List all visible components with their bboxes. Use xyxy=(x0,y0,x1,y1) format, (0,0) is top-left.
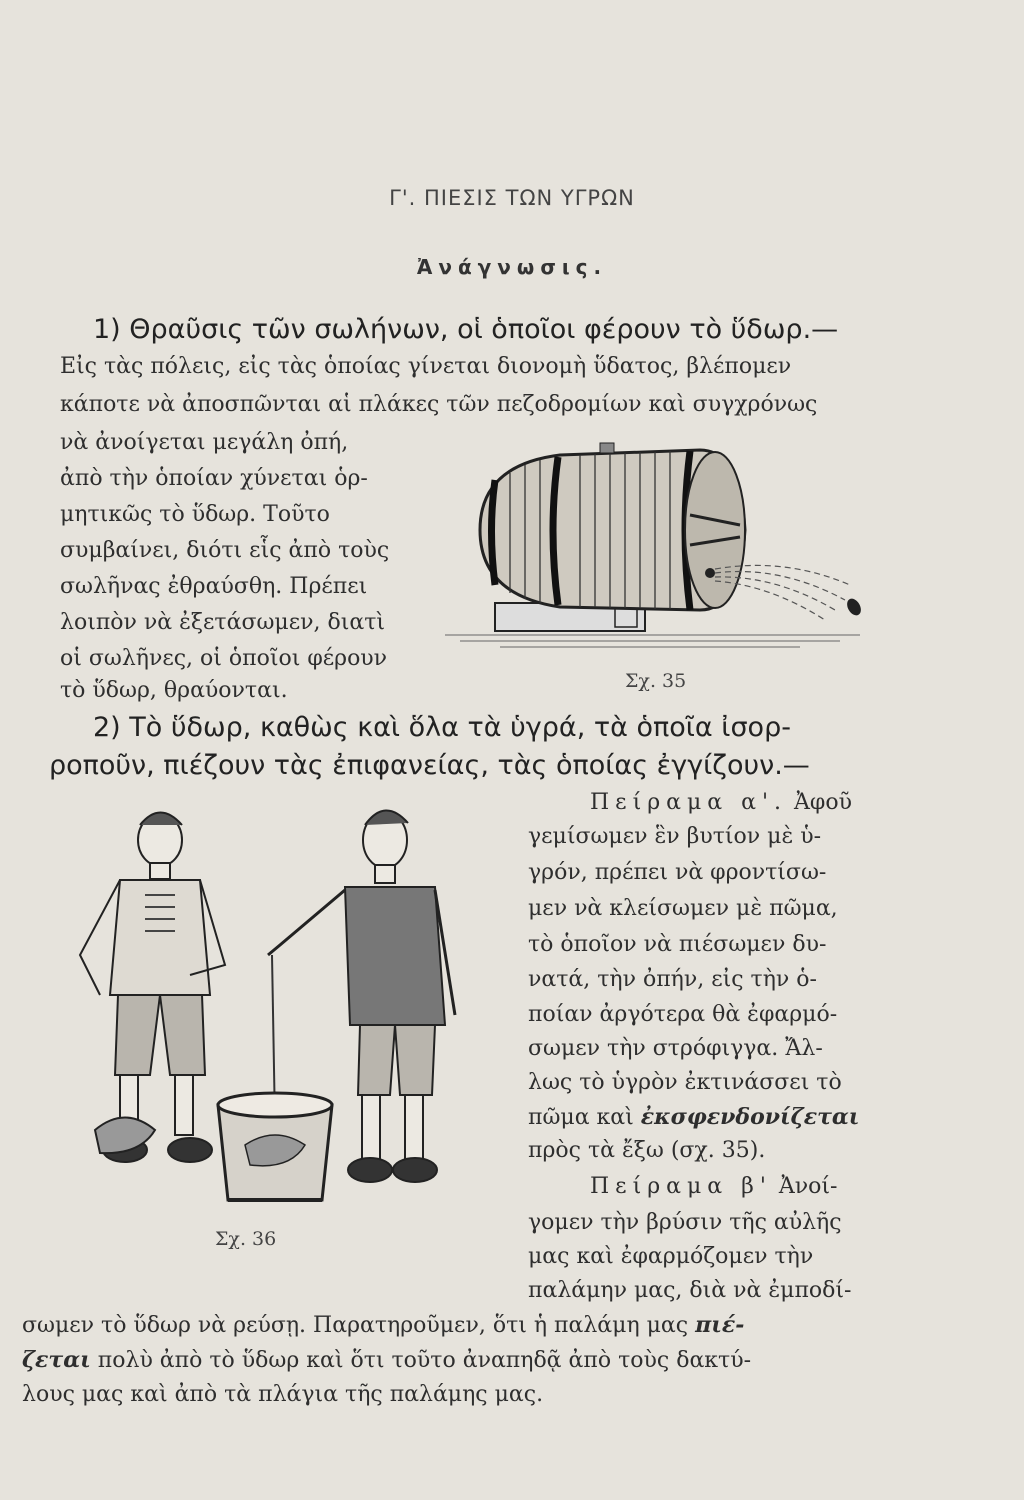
text-line: συμβαίνει, διότι εἷς ἀπὸ τοὺς xyxy=(60,538,390,563)
text-line: σωλῆνας ἐθραύσθη. Πρέπει xyxy=(60,574,368,599)
chapter-title: Γ'. ΠΙΕΣΙΣ ΤΩΝ ΥΓΡΩΝ xyxy=(389,186,635,210)
experiment-2-first-line xyxy=(590,1174,837,1199)
text-line xyxy=(22,1312,744,1338)
text-line: γομεν τὴν βρύσιν τῆς αὐλῆς xyxy=(528,1210,842,1235)
text-line: μεν νὰ κλείσωμεν μὲ πῶμα, xyxy=(528,896,838,921)
text-line: τὸ ὕδωρ, θραύονται. xyxy=(60,678,288,703)
text-line: Εἰς τὰς πόλεις, εἰς τὰς ὁποίας γίνεται διονομὴ ὕδατος, βλέπομεν xyxy=(60,354,792,379)
section-title: Ἀνάγνωσις. xyxy=(416,255,608,279)
text-fragment: πῶμα καὶ xyxy=(528,1105,641,1130)
paragraph-2-line-1: 2) Τὸ ὕδωρ, καθὼς καὶ ὅλα τὰ ὑγρά, τὰ ὁποῖα ἰσορ- xyxy=(93,712,791,743)
figure-35-caption: Σχ. 35 xyxy=(625,670,687,692)
text-line: σωμεν τὴν στρόφιγγα. Ἄλ- xyxy=(528,1036,823,1061)
text-line: λως τὸ ὑγρὸν ἐκτινάσσει τὸ xyxy=(528,1070,842,1095)
emphasized-term: ζεται xyxy=(22,1347,91,1373)
text-fragment: Ἀνοί- xyxy=(771,1174,838,1199)
text-line: γεμίσωμεν ἓν βυτίον μὲ ὑ- xyxy=(528,824,822,849)
text-line: γρόν, πρέπει νὰ φροντίσω- xyxy=(528,860,827,885)
barrel-icon xyxy=(440,435,880,675)
text-line: τὸ ὁποῖον νὰ πιέσωμεν δυ- xyxy=(528,932,827,957)
boys-bucket-icon xyxy=(40,795,480,1225)
text-line: λους μας καὶ ἀπὸ τὰ πλάγια τῆς παλάμης μας. xyxy=(22,1382,544,1407)
text-line xyxy=(528,1104,859,1130)
emphasized-term: πιέ- xyxy=(695,1312,745,1338)
text-line: λοιπὸν νὰ ἐξετάσωμεν, διατὶ xyxy=(60,610,385,635)
text-fragment: πολὺ ἀπὸ τὸ ὕδωρ καὶ ὅτι τοῦτο ἀναπηδᾷ ἀπὸ τοὺς δακτύ- xyxy=(90,1348,752,1373)
text-line: μας καὶ ἐφαρμόζομεν τὴν xyxy=(528,1244,814,1269)
emphasized-term: ἐκσφενδονίζεται xyxy=(640,1104,860,1130)
figure-36-caption: Σχ. 36 xyxy=(215,1228,277,1250)
text-line: νατά, τὴν ὀπήν, εἰς τὴν ὁ- xyxy=(528,967,817,992)
text-line xyxy=(22,1347,751,1373)
text-line: ποίαν ἀργότερα θὰ ἐφαρμό- xyxy=(528,1002,838,1027)
experiment-1-label: Πείραμα α'. xyxy=(590,790,788,815)
text-line: οἱ σωλῆνες, οἱ ὁποῖοι φέρουν xyxy=(60,646,388,671)
text-line: νὰ ἀνοίγεται μεγάλη ὀπή, xyxy=(60,430,349,455)
text-line: κάποτε νὰ ἀποσπῶνται αἱ πλάκες τῶν πεζοδρομίων καὶ συγχρόνως xyxy=(60,392,818,417)
paragraph-1-heading: 1) Θραῦσις τῶν σωλήνων, οἱ ὁποῖοι φέρουν τὸ ὕδωρ.— xyxy=(93,314,839,345)
text-line: ἀπὸ τὴν ὁποίαν χύνεται ὁρ- xyxy=(60,466,368,491)
text-line: μητικῶς τὸ ὕδωρ. Τοῦτο xyxy=(60,502,330,527)
text-line: παλάμην μας, διὰ νὰ ἐμποδί- xyxy=(528,1278,852,1303)
paragraph-2-line-2: ροποῦν, πιέζουν τὰς ἐπιφανείας, τὰς ὁποίας ἐγγίζουν.— xyxy=(49,750,810,781)
text-line: πρὸς τὰ ἔξω (σχ. 35). xyxy=(528,1138,766,1163)
text-fragment: Ἀφοῦ xyxy=(787,790,852,815)
experiment-1-first-line xyxy=(590,790,852,815)
text-fragment: σωμεν τὸ ὕδωρ νὰ ρεύσῃ. Παρατηροῦμεν, ὅτι ἡ παλάμη μας xyxy=(22,1313,696,1338)
experiment-2-label: Πείραμα β' xyxy=(590,1174,772,1199)
